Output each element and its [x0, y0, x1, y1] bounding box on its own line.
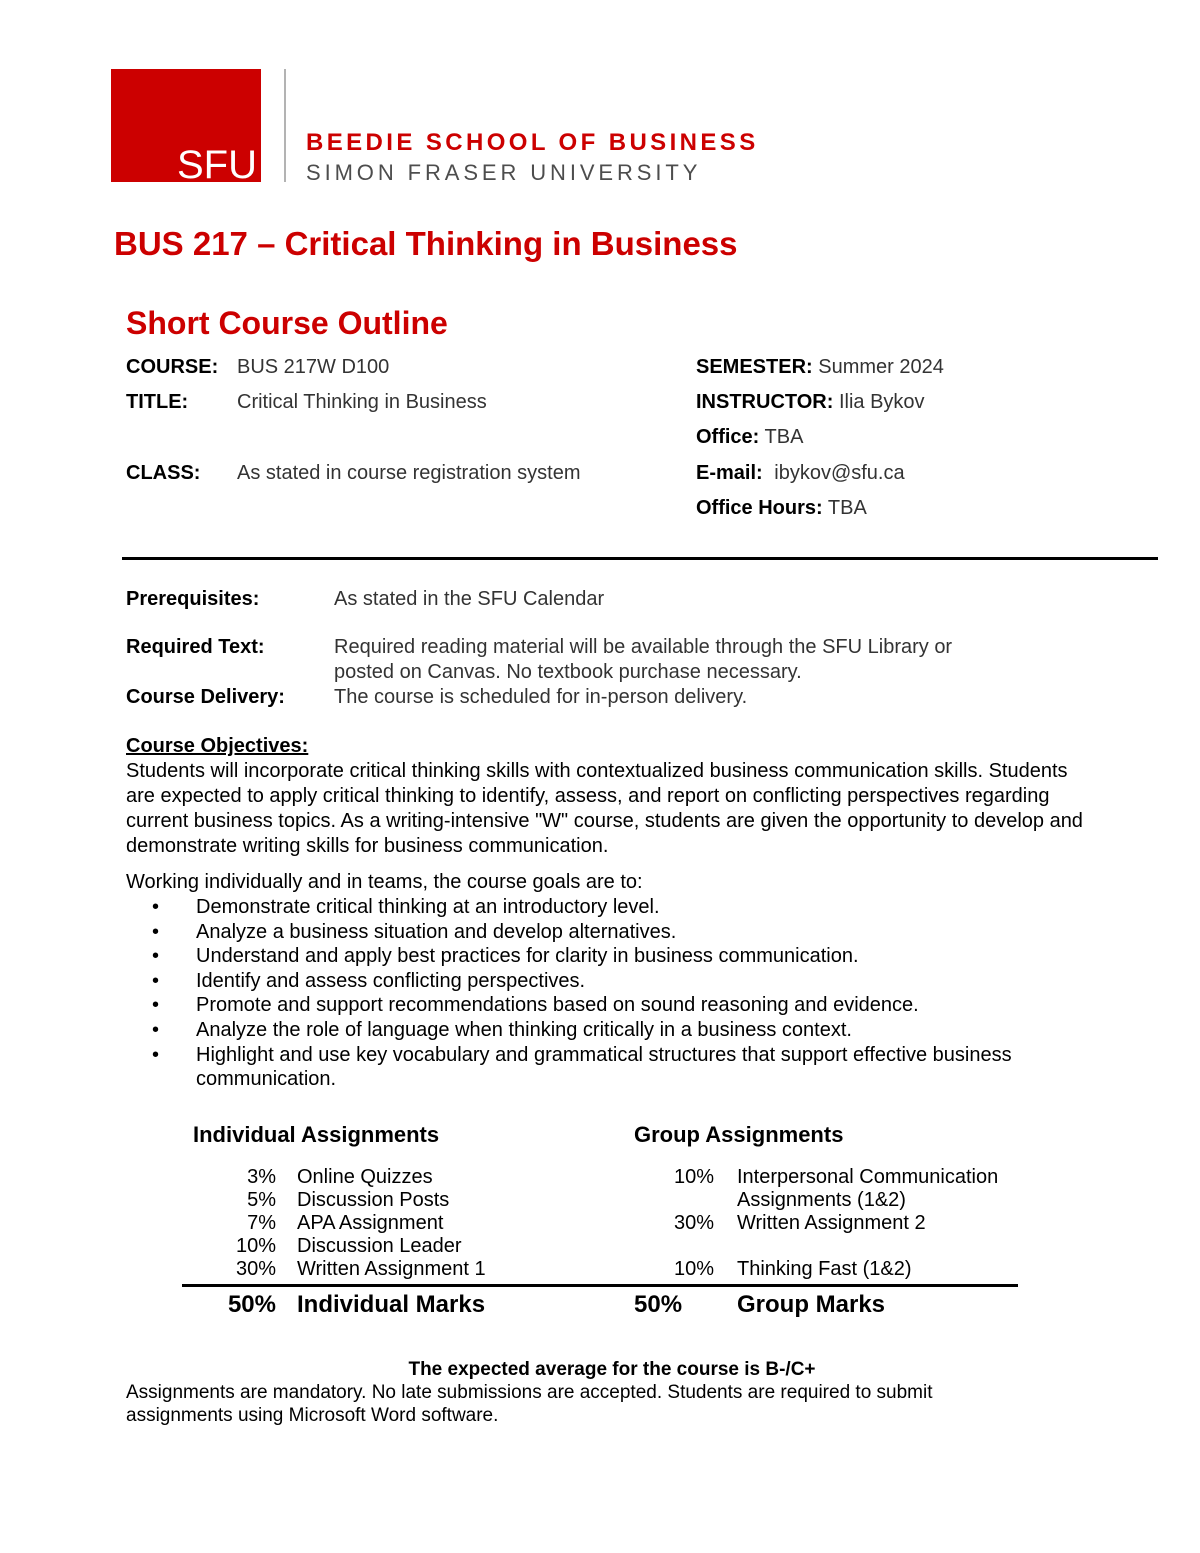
delivery-value: The course is scheduled for in-person delivery. [334, 686, 748, 708]
instructor-value: Ilia Bykov [838, 391, 925, 413]
goals-list [126, 895, 1086, 1092]
logo-badge-text: SFU [177, 143, 257, 182]
prereq-label: Prerequisites: [126, 588, 260, 610]
goals-intro: Working individually and in teams, the course goals are to: [126, 871, 643, 893]
email-row [696, 461, 905, 486]
required-text-line-2: posted on Canvas. No textbook purchase necessary. [334, 661, 802, 683]
objectives-paragraph: Students will incorporate critical thinking skills with contextualized business communication skills. Students are expected to apply critical thinking to identify, assess, and report on conflicting perspectives regarding current business topics. As a writing-intensive "W" course, students are given the opportunity to develop and demonstrate writing skills for business communication. [126, 760, 1083, 857]
individual-name: APA Assignment [297, 1212, 444, 1234]
title-label: TITLE: [126, 391, 189, 413]
office-hours-value: TBA [827, 497, 867, 519]
prereq-value: As stated in the SFU Calendar [334, 588, 605, 610]
semester-value: Summer 2024 [818, 356, 944, 378]
instructor-label: INSTRUCTOR: [696, 391, 834, 413]
office-label: Office: [696, 426, 760, 448]
group-total-label: Group Marks [737, 1291, 886, 1318]
individual-heading: Individual Assignments [193, 1122, 440, 1147]
individual-pct: 3% [247, 1166, 276, 1188]
office-hours-row [696, 496, 867, 521]
required-text-line-1: Required reading material will be available through the SFU Library or [334, 636, 953, 658]
list-item: • Understand and apply best practices for clarity in business communication. [152, 945, 859, 968]
individual-name: Discussion Leader [297, 1235, 462, 1257]
individual-total-label: Individual Marks [297, 1291, 486, 1318]
sfu-logo [111, 69, 261, 182]
class-label: CLASS: [126, 462, 201, 484]
group-name-continued: Assignments (1&2) [737, 1189, 906, 1211]
bullet-icon: • [152, 994, 160, 1017]
instructor-row [696, 390, 925, 415]
bullet-icon: • [152, 969, 160, 992]
totals-divider [182, 1284, 1018, 1287]
logo-divider [284, 69, 286, 182]
list-item: • Promote and support recommendations based on sound reasoning and evidence. [152, 994, 919, 1017]
bullet-icon: • [152, 1018, 160, 1041]
individual-pct: 5% [247, 1189, 276, 1211]
individual-pct: 30% [235, 1258, 276, 1280]
group-pct: 30% [673, 1212, 714, 1234]
page-title: BUS 217 – Critical Thinking in Business [114, 225, 738, 262]
school-name: BEEDIE SCHOOL OF BUSINESS [306, 129, 759, 156]
list-item: • Demonstrate critical thinking at an introductory level. [152, 896, 660, 918]
group-name: Interpersonal Communication [737, 1166, 999, 1188]
bullet-icon: • [152, 896, 160, 918]
semester-row [696, 355, 944, 380]
expected-average: The expected average for the course is B-/C+ [408, 1359, 816, 1380]
section-divider [122, 557, 1158, 560]
objectives-heading: Course Objectives: [126, 735, 309, 757]
group-pct: 10% [673, 1258, 714, 1280]
footer-note: Assignments are mandatory. No late submissions are accepted. Students are required to submit assignments using Microsoft Word software. [126, 1382, 933, 1426]
individual-name: Written Assignment 1 [297, 1258, 486, 1280]
individual-total-pct: 50% [227, 1291, 276, 1318]
email-value: ibykov@sfu.ca [774, 462, 905, 484]
bullet-icon: • [152, 945, 160, 968]
list-item: • Highlight and use key vocabulary and grammatical structures that support effective business communication. [152, 1043, 1012, 1091]
semester-label: SEMESTER: [696, 356, 813, 378]
office-row [696, 425, 803, 450]
individual-name: Online Quizzes [297, 1166, 433, 1188]
sfu-logo-graphic [111, 69, 261, 182]
group-total-pct: 50% [634, 1291, 683, 1318]
delivery-label: Course Delivery: [126, 686, 285, 708]
list-item: • Analyze the role of language when thinking critically in a business context. [152, 1018, 852, 1041]
group-name: Written Assignment 2 [737, 1212, 926, 1234]
section-title: Short Course Outline [126, 305, 448, 341]
individual-pct: 10% [235, 1235, 276, 1257]
course-value: BUS 217W D100 [237, 356, 390, 378]
university-name: SIMON FRASER UNIVERSITY [306, 160, 702, 185]
bullet-icon: • [152, 1043, 160, 1066]
office-value: TBA [764, 426, 804, 448]
required-text-label: Required Text: [126, 636, 265, 658]
group-heading: Group Assignments [634, 1122, 844, 1147]
email-label: E-mail: [696, 462, 763, 484]
group-name: Thinking Fast (1&2) [737, 1258, 912, 1280]
course-label: COURSE: [126, 356, 219, 378]
class-value: As stated in course registration system [237, 462, 581, 484]
list-item: • Identify and assess conflicting perspectives. [152, 969, 586, 992]
bullet-icon: • [152, 920, 160, 943]
group-pct: 10% [673, 1166, 714, 1188]
individual-name: Discussion Posts [297, 1189, 450, 1211]
title-value: Critical Thinking in Business [237, 391, 487, 413]
list-item: • Analyze a business situation and develop alternatives. [152, 920, 677, 943]
individual-pct: 7% [247, 1212, 276, 1234]
office-hours-label: Office Hours: [696, 497, 823, 519]
